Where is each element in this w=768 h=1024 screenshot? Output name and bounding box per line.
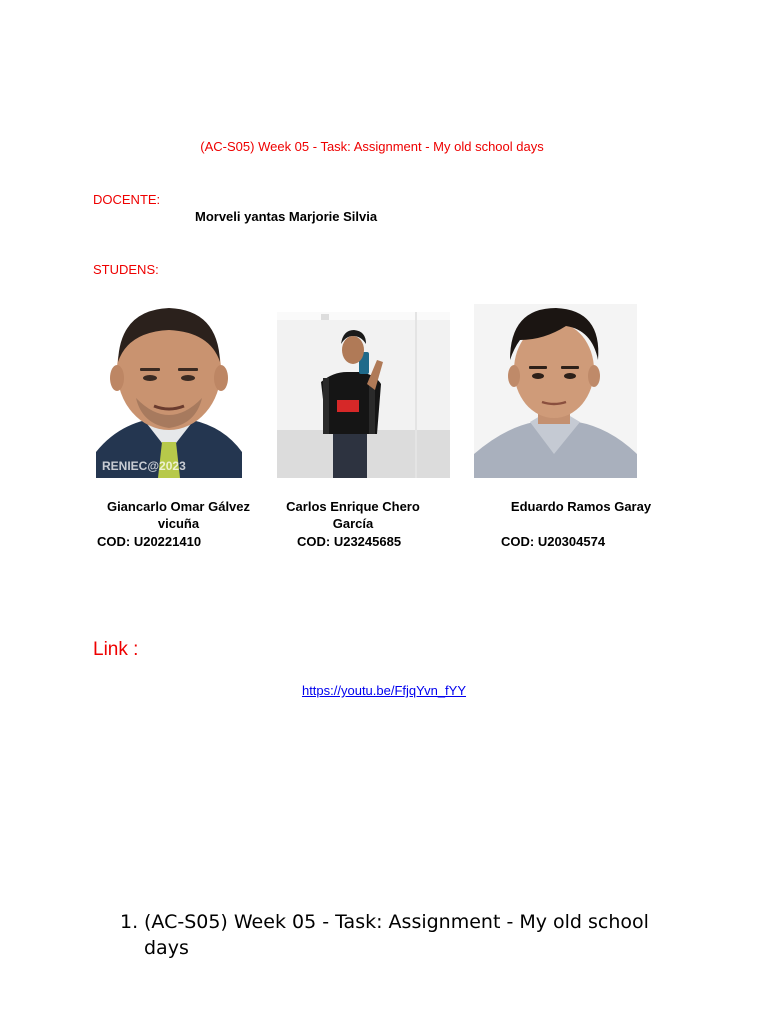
link-label: Link : (93, 639, 139, 660)
teacher-name: Morveli yantas Marjorie Silvia (195, 209, 378, 224)
document-title: (AC-S05) Week 05 - Task: Assignment - My old school days (200, 139, 544, 154)
student-name-1-line2: vicuña (157, 516, 200, 531)
student-code-2: COD: U23245685 (297, 534, 402, 549)
student-name-3 (498, 498, 664, 515)
video-link[interactable]: https://youtu.be/FfjqYvn_fYY (301, 683, 467, 698)
student-photo-2 (277, 312, 450, 478)
student-code-1: COD: U20221410 (97, 534, 202, 549)
student-photo-3 (474, 304, 637, 478)
list-item-text: (AC-S05) Week 05 - Task: Assignment - My old school days (144, 911, 649, 959)
student-name-2-line1: Carlos Enrique Chero (286, 499, 420, 514)
students-label: STUDENS: (93, 262, 159, 277)
student-name-2 (272, 498, 434, 532)
photo-watermark: RENIEC@2023 (102, 459, 186, 473)
student-code-3: COD: U20304574 (501, 534, 606, 549)
student-name-2-line2: García (332, 516, 374, 531)
student-name-1 (96, 498, 261, 532)
student-name-3-line1: Eduardo Ramos Garay (510, 499, 652, 514)
student-name-1-line1: Giancarlo Omar Gálvez (106, 499, 251, 514)
numbered-list-item (120, 909, 680, 961)
student-photo-1 (96, 302, 242, 478)
list-number: 1. (120, 911, 139, 933)
teacher-label: DOCENTE: (93, 192, 161, 207)
